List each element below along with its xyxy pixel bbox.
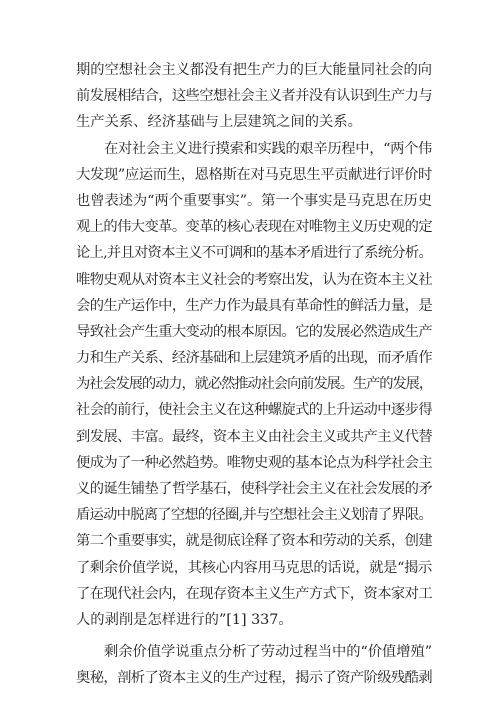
text-line: 大发现”应运而生，恩格斯在对马克思生平贡献进行评价时 bbox=[76, 166, 432, 183]
text-line: 力和生产关系、经济基础和上层建筑矛盾的出现，而矛盾作 bbox=[76, 350, 432, 367]
text-line: 人的剥削是怎样进行的”[1] 337。 bbox=[76, 611, 293, 628]
text-line: 会的生产运作中，生产力作为最具有革命性的鲜活力量，是 bbox=[76, 297, 432, 314]
text-line: 生产关系、经济基础与上层建筑之间的关系。 bbox=[76, 114, 362, 131]
paragraph-2 bbox=[76, 136, 432, 634]
text-line: 剩余价值学说重点分析了劳动过程当中的“价值增殖” bbox=[104, 644, 432, 661]
text-line: 到发展、丰富。最终，资本主义由社会主义或共产主义代替 bbox=[76, 428, 432, 445]
paragraph-1 bbox=[76, 57, 432, 136]
text-line: 观上的伟大变革。变革的核心表现在对唯物主义历史观的定 bbox=[76, 219, 432, 236]
text-line: 导致社会产生重大变动的根本原因。它的发展必然造成生产 bbox=[76, 323, 432, 340]
text-line: 论上,并且对资本主义不可调和的基本矛盾进行了系统分析。 bbox=[76, 245, 432, 262]
text-line: 社会的前行，使社会主义在这种螺旋式的上升运动中逐步得 bbox=[76, 402, 432, 419]
text-line: 期的空想社会主义都没有把生产力的巨大能量同社会的向 bbox=[76, 62, 432, 78]
paragraph-3 bbox=[76, 639, 432, 691]
text-line: 义的诞生铺垫了哲学基石，使科学社会主义在社会发展的矛 bbox=[76, 481, 432, 497]
text-line: 第二个重要事实，就是彻底诠释了资本和劳动的关系，创建 bbox=[76, 533, 432, 550]
text-line: 在对社会主义进行摸索和实践的艰辛历程中，“两个伟 bbox=[104, 140, 432, 157]
document-body bbox=[76, 57, 432, 692]
text-line: 了在现代社会内，在现存资本主义生产方式下，资本家对工 bbox=[76, 585, 432, 602]
text-line: 盾运动中脱离了空想的径圈,并与空想社会主义划清了界限。 bbox=[76, 507, 432, 524]
text-line: 唯物史观从对资本主义社会的考察出发，认为在资本主义社 bbox=[76, 271, 432, 288]
text-line: 便成为了一种必然趋势。唯物史观的基本论点为科学社会主 bbox=[76, 454, 432, 471]
text-line: 也曾表述为“两个重要事实”。第一个事实是马克思在历史 bbox=[76, 192, 432, 209]
text-line: 前发展相结合，这些空想社会主义者并没有认识到生产力与 bbox=[76, 88, 432, 105]
text-line: 奥秘，剖析了资本主义的生产过程，揭示了资产阶级残酷剥 bbox=[76, 670, 432, 687]
text-line: 了剩余价值学说，其核心内容用马克思的话说，就是“揭示 bbox=[76, 559, 432, 576]
text-line: 为社会发展的动力，就必然推动社会向前发展。生产的发展， bbox=[76, 376, 432, 393]
